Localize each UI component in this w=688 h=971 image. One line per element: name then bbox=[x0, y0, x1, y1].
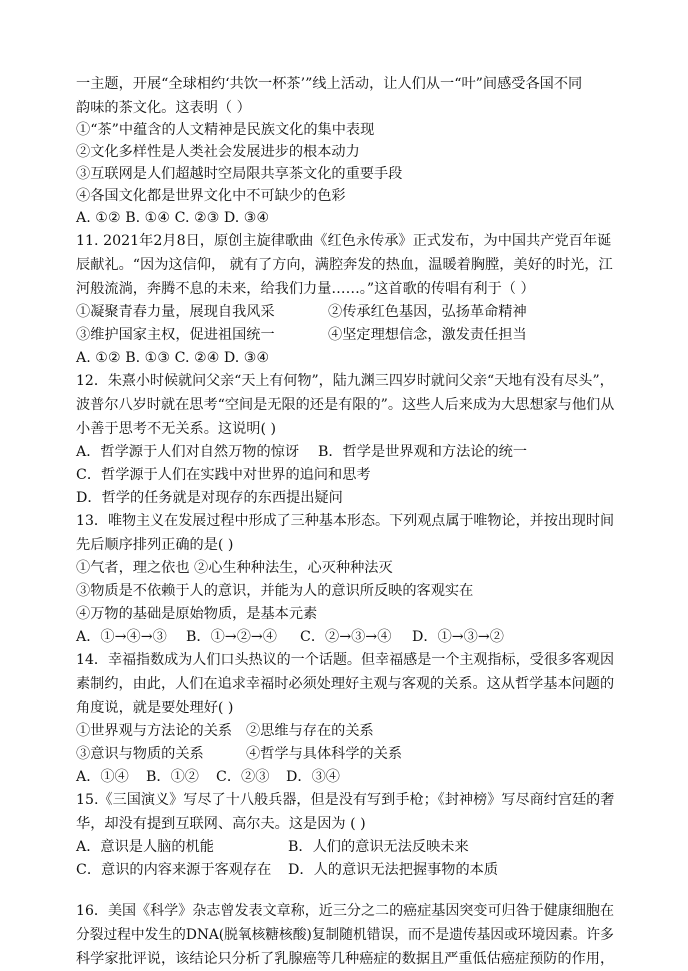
q16-line-2: 分裂过程中发生的DNA(脱氧核糖核酸)复制随机错误，而不是遗传基因或环境因素。许多 bbox=[76, 927, 614, 943]
q12-line-2: 波普尔八岁时就在思考“空间是无限的还是有限的”。这些人后来成为大思想家与他们从 bbox=[76, 397, 615, 413]
q13-answer-d: D．①→③→② bbox=[412, 629, 504, 645]
q14-answer-b: B．①② bbox=[146, 769, 199, 785]
intro-option-2: ②文化多样性是人类社会发展进步的根本动力 bbox=[76, 144, 360, 160]
q13-answer-a: A．①→④→③ bbox=[76, 629, 167, 645]
intro-option-4: ④各国文化都是世界文化中不可缺少的色彩 bbox=[76, 188, 346, 204]
q13-line-1: 13．唯物主义在发展过程中形成了三种基本形态。下列观点属于唯物论，并按出现时间 bbox=[76, 513, 615, 529]
intro-answers: A. ①② B. ①④ C. ②③ D. ③④ bbox=[76, 210, 270, 226]
q14-answer-d: D．③④ bbox=[286, 769, 340, 785]
q13-option-4: ④万物的基础是原始物质，是基本元素 bbox=[76, 606, 318, 622]
intro-line-1: 一主题，开展“全球相约‘共饮一杯茶’”线上活动，让人们从一“叶”间感受各国不同 bbox=[76, 76, 583, 92]
q12-option-d: D．哲学的任务就是对现存的东西提出疑问 bbox=[76, 490, 343, 506]
q12-line-1: 12．朱熹小时候就问父亲“天上有何物”，陆九渊三四岁时就问父亲“天地有没有尽头”， bbox=[76, 373, 614, 389]
q11-answers: A. ①② B. ①③ C. ②④ D. ③④ bbox=[76, 350, 270, 366]
q14-option-3: ③意识与物质的关系 bbox=[76, 746, 204, 762]
q13-option-12: ①气者，理之依也 ②心生种种法生，心灭种种法灭 bbox=[76, 560, 393, 576]
q11-line-1: 11. 2021年2月8日，原创主旋律歌曲《红色永传承》正式发布，为中国共产党百年诞 bbox=[76, 233, 612, 249]
q15-option-d: D．人的意识无法把握事物的本质 bbox=[288, 862, 499, 878]
q14-line-1: 14．幸福指数成为人们口头热议的一个话题。但幸福感是一个主观指标，受很多客观因 bbox=[76, 652, 615, 668]
q12-option-b: B．哲学是世界观和方法论的统一 bbox=[318, 444, 528, 460]
q14-answer-a: A．①④ bbox=[76, 769, 129, 785]
q12-option-c: C．哲学源于人们在实践中对世界的追问和思考 bbox=[76, 467, 371, 483]
q15-line-2: 华，却没有提到互联网、高尔夫。这是因为 ( ) bbox=[76, 816, 366, 832]
q11-line-3: 河般流淌，奔腾不息的未来，给我们力量……。”这首歌的传唱有利于（ ） bbox=[76, 281, 535, 297]
q13-option-3: ③物质是不依赖于人的意识，并能为人的意识所反映的客观实在 bbox=[76, 583, 474, 599]
intro-line-2: 韵味的茶文化。这表明（ ） bbox=[76, 100, 251, 116]
q11-option-4: ④坚定理想信念，激发责任担当 bbox=[328, 327, 527, 343]
q14-option-4: ④哲学与具体科学的关系 bbox=[246, 746, 403, 762]
q15-option-a: A．意识是人脑的机能 bbox=[76, 839, 214, 855]
q14-option-2: ②思维与存在的关系 bbox=[246, 723, 374, 739]
q12-line-3: 小善于思考不无关系。这说明( ) bbox=[76, 421, 277, 437]
q14-line-3: 角度说，就是要处理好( ) bbox=[76, 700, 234, 716]
q13-line-2: 先后顺序排列正确的是( ) bbox=[76, 537, 234, 553]
intro-option-3: ③互联网是人们超越时空局限共享茶文化的重要手段 bbox=[76, 166, 403, 182]
q12-option-a: A．哲学源于人们对自然万物的惊讶 bbox=[76, 444, 300, 460]
q11-option-2: ②传承红色基因，弘扬革命精神 bbox=[328, 304, 527, 320]
q15-line-1: 15.《三国演义》写尽了十八般兵器，但是没有写到手枪；《封神榜》写尽商纣宫廷的奢 bbox=[76, 792, 615, 808]
q14-answer-c: C．②③ bbox=[216, 769, 270, 785]
q15-option-b: B．人们的意识无法反映未来 bbox=[288, 839, 469, 855]
q13-answer-b: B．①→②→④ bbox=[186, 629, 277, 645]
q11-line-2: 辰献礼。“因为这信仰， 就有了方向，满腔奔发的热血，温暖着胸膛，美好的时光，江 bbox=[76, 257, 613, 273]
q15-option-c: C．意识的内容来源于客观存在 bbox=[76, 862, 272, 878]
intro-option-1: ①“茶”中蕴含的人文精神是民族文化的集中表现 bbox=[76, 122, 375, 138]
q11-option-1: ①凝聚青春力量，展现自我风采 bbox=[76, 304, 275, 320]
q11-option-3: ③维护国家主权，促进祖国统一 bbox=[76, 327, 275, 343]
q16-line-3: 科学家批评说，该结论只分析了乳腺癌等几种癌症的数据且严重低估癌症预防的作用， bbox=[76, 951, 615, 967]
q13-answer-c: C．②→③→④ bbox=[300, 629, 392, 645]
q14-line-2: 素制约，由此，人们在追求幸福时必须处理好主观与客观的关系。这从哲学基本问题的 bbox=[76, 676, 615, 692]
q16-line-1: 16．美国《科学》杂志曾发表文章称，近三分之二的癌症基因突变可归咎于健康细胞在 bbox=[76, 903, 615, 919]
q14-option-1: ①世界观与方法论的关系 bbox=[76, 723, 233, 739]
